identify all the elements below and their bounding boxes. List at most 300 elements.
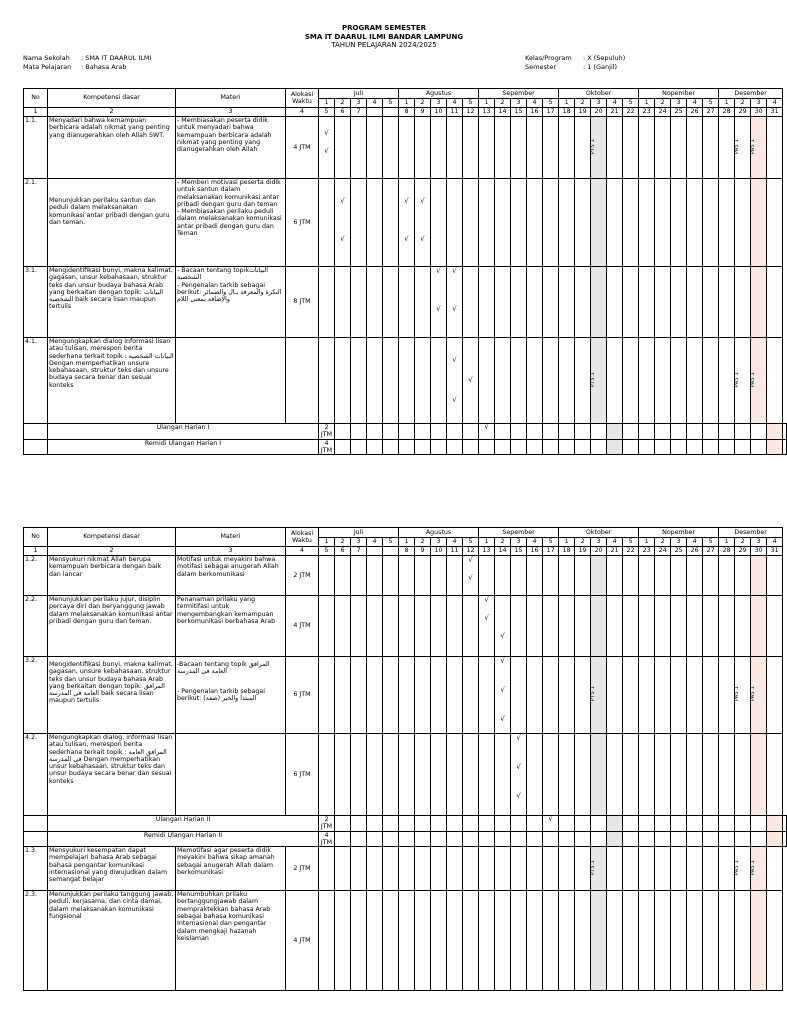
week-number: 2 (735, 99, 751, 108)
column-number: 27 (703, 108, 719, 117)
week-number: 4 (367, 538, 383, 547)
check-mark: √ (452, 396, 457, 404)
week-cell (655, 657, 671, 734)
week-cell (447, 657, 463, 734)
week-cell (495, 424, 511, 440)
week-cell (639, 847, 655, 891)
week-cell (479, 338, 495, 424)
column-number: 18 (559, 547, 575, 556)
week-cell (543, 338, 559, 424)
week-number: 5 (623, 99, 639, 108)
week-cell (719, 267, 735, 338)
week-cell (463, 596, 479, 657)
week-cell (607, 816, 623, 832)
week-cell (687, 424, 703, 440)
month-header: Agustus (399, 89, 479, 99)
meta-right (525, 54, 625, 72)
week-cell (607, 424, 623, 440)
week-cell (767, 117, 783, 179)
week-number: 1 (399, 538, 415, 547)
materi-cell (176, 734, 286, 816)
summary-label: Remidi Ulangan Harian II (48, 831, 319, 847)
check-mark: √ (468, 574, 473, 582)
week-number: 1 (559, 538, 575, 547)
kompetensi-dasar-cell: Mensyukuri nikmat Allah berupa kemampuan berbicara dengan baik dan lancar (48, 556, 176, 596)
column-number: 11 (447, 108, 463, 117)
materi-tarkib: - Pengenalan tarkib sebagai berikut: النكرة والمعرفة بـال والضمائر والإضافة بمعنى اللام (177, 281, 282, 304)
alokasi-waktu-cell: 2 JTM (319, 424, 335, 440)
week-cell (607, 657, 623, 734)
week-cell (335, 424, 351, 440)
materi-cell (176, 267, 286, 338)
column-number (383, 108, 399, 117)
week-cell (559, 734, 575, 816)
week-cell (367, 734, 383, 816)
column-number: 7 (351, 547, 367, 556)
week-cell (383, 338, 399, 424)
week-cell (559, 847, 575, 891)
summary-label: Remidi Ulangan Harian I (48, 439, 319, 455)
week-number: 2 (495, 538, 511, 547)
week-number: 2 (575, 99, 591, 108)
week-cell (335, 816, 351, 832)
week-cell (399, 338, 415, 424)
week-cell (623, 596, 639, 657)
column-number: 15 (511, 547, 527, 556)
week-cell (671, 847, 687, 891)
week-cell (751, 556, 767, 596)
week-cell (367, 816, 383, 832)
week-cell (671, 338, 687, 424)
week-cell (655, 831, 671, 847)
column-number: 15 (511, 108, 527, 117)
week-cell (623, 556, 639, 596)
week-cell (463, 816, 479, 832)
check-mark: √ (516, 792, 521, 800)
column-number: 9 (415, 547, 431, 556)
week-cell (687, 439, 703, 455)
table-row (24, 596, 787, 657)
week-cell (335, 338, 351, 424)
week-cell (559, 816, 575, 832)
week-cell (367, 338, 383, 424)
week-cell (543, 117, 559, 179)
week-cell (655, 816, 671, 832)
column-number: 12 (463, 108, 479, 117)
check-mark: √ (420, 235, 425, 243)
week-cell (415, 891, 431, 991)
week-cell (623, 439, 639, 455)
week-cell (639, 816, 655, 832)
check-mark: √ (468, 376, 473, 384)
column-number: 16 (527, 108, 543, 117)
week-cell (735, 831, 751, 847)
week-number: 4 (767, 99, 783, 108)
week-number: 4 (687, 538, 703, 547)
week-cell (383, 424, 399, 440)
column-number: 19 (575, 108, 591, 117)
week-cell (639, 596, 655, 657)
week-cell (399, 424, 415, 440)
month-header: Juli (319, 528, 399, 538)
week-cell (735, 556, 751, 596)
week-cell (575, 847, 591, 891)
header-materi: Materi (176, 528, 286, 547)
column-number: 16 (527, 547, 543, 556)
column-number: 19 (575, 547, 591, 556)
week-cell (767, 596, 783, 657)
week-cell (335, 734, 351, 816)
month-header: Juli (319, 89, 399, 99)
week-cell (543, 657, 559, 734)
column-number: 25 (671, 547, 687, 556)
pas-label: PAS 1 (751, 371, 757, 387)
week-cell (543, 267, 559, 338)
week-cell (703, 831, 719, 847)
week-cell (319, 556, 335, 596)
week-cell (767, 891, 783, 991)
week-cell (591, 891, 607, 991)
week-cell (431, 847, 447, 891)
check-mark: √ (516, 734, 521, 742)
week-cell (415, 338, 431, 424)
week-cell (463, 734, 479, 816)
week-cell (591, 596, 607, 657)
week-cell (447, 891, 463, 991)
week-cell (479, 657, 495, 734)
meta-left (23, 54, 151, 72)
week-cell (335, 556, 351, 596)
week-cell (431, 657, 447, 734)
week-cell (479, 439, 495, 455)
week-cell (783, 439, 787, 455)
week-cell (655, 847, 671, 891)
month-header: Agustus (399, 528, 479, 538)
pas-label: PAS 1 (751, 686, 757, 702)
week-cell (623, 117, 639, 179)
pts-label: PTS 1 (591, 860, 597, 876)
table-row (24, 117, 787, 179)
week-cell (463, 556, 479, 596)
week-number: 4 (367, 99, 383, 108)
week-cell (607, 891, 623, 991)
kompetensi-dasar-cell: Menunjukkan perilaku jujur, disiplin percaya diri dan beryanggung jawab dalam melaksanakan komunikasi antar pribadi dengan guru dan teman. (48, 596, 176, 657)
week-cell (767, 556, 783, 596)
materi-cell (176, 338, 286, 424)
week-cell (751, 734, 767, 816)
column-number: 4 (286, 108, 319, 117)
week-cell (415, 831, 431, 847)
row-number (24, 831, 48, 847)
week-cell (639, 424, 655, 440)
week-cell (383, 267, 399, 338)
check-mark: √ (500, 686, 505, 694)
column-number: 3 (176, 547, 286, 556)
week-cell (431, 338, 447, 424)
week-cell (719, 424, 735, 440)
week-number: 1 (479, 538, 495, 547)
week-cell (367, 439, 383, 455)
week-cell (719, 734, 735, 816)
week-cell (767, 831, 783, 847)
month-header: Desember (719, 528, 783, 538)
week-cell (479, 596, 495, 657)
check-mark: √ (500, 657, 505, 665)
column-number: 13 (479, 547, 495, 556)
week-cell (639, 556, 655, 596)
week-cell (495, 816, 511, 832)
week-number: 5 (383, 538, 399, 547)
week-cell (479, 179, 495, 267)
week-cell (639, 734, 655, 816)
materi-text: - Memberi motivasi peserta didik untuk santun dalam melaksanakan komunikasi antar pribadi dengan guru dan teman - Membiasakan perilaku peduli dalam melaksanakan komunikasi antar pribadi dengan guru dan Teman (177, 179, 282, 238)
week-cell (655, 734, 671, 816)
week-cell (687, 267, 703, 338)
week-cell (383, 657, 399, 734)
column-number: 27 (703, 547, 719, 556)
week-cell (527, 657, 543, 734)
week-cell (447, 439, 463, 455)
week-cell (719, 657, 735, 734)
week-cell (783, 831, 787, 847)
week-cell (751, 831, 767, 847)
week-cell (671, 267, 687, 338)
row-number: 3.1. (24, 267, 48, 338)
column-number: 11 (447, 547, 463, 556)
week-cell (495, 556, 511, 596)
week-cell (591, 179, 607, 267)
week-number: 2 (335, 99, 351, 108)
week-cell (655, 424, 671, 440)
week-cell (527, 831, 543, 847)
week-cell (687, 179, 703, 267)
week-cell (527, 816, 543, 832)
week-cell (399, 657, 415, 734)
week-cell (735, 338, 751, 424)
week-number: 5 (463, 538, 479, 547)
week-cell (703, 267, 719, 338)
column-number: 5 (319, 547, 335, 556)
week-cell (351, 338, 367, 424)
week-cell (575, 891, 591, 991)
column-number: 17 (543, 547, 559, 556)
week-number: 1 (479, 99, 495, 108)
week-cell (335, 596, 351, 657)
week-cell (463, 657, 479, 734)
week-cell (655, 338, 671, 424)
kompetensi-dasar-cell: Mengungkapkan dialog, informasi lisan atau tulisan, merespon berita sederhana terkait topik : المرافق العامة فى المدرسة Dengan memperhatikan unsur kebahasaan, struktur teks dan unsur budaya secara benar dan sesuai konteks (48, 734, 176, 816)
week-cell (319, 117, 335, 179)
week-cell (543, 816, 559, 832)
week-cell (703, 847, 719, 891)
week-cell (735, 816, 751, 832)
week-cell (351, 831, 367, 847)
week-cell (543, 556, 559, 596)
row-number: 4.2. (24, 734, 48, 816)
week-cell (591, 556, 607, 596)
week-cell (575, 439, 591, 455)
week-cell (463, 847, 479, 891)
week-cell (527, 338, 543, 424)
week-cell (607, 267, 623, 338)
column-number: 25 (671, 108, 687, 117)
week-cell (543, 734, 559, 816)
week-cell (335, 267, 351, 338)
header-no: No (24, 89, 48, 108)
kompetensi-dasar-cell: Mengidentifikasi bunyi, makna kalimat, gagasan, unsure kebahasaan, struktur teks dan unsur budaya bahasa Arab yang berkaitan dengan topik: المرافق العامة فى المدرسة baik secara lisan maupun tertulis (48, 657, 176, 734)
column-number: 13 (479, 108, 495, 117)
week-cell (751, 816, 767, 832)
kompetensi-dasar-cell: Menyadari bahwa kemampuan berbicara adalah nikmat yang penting yang dianugerahkan oleh Allah SWT. (48, 117, 176, 179)
column-number: 14 (495, 547, 511, 556)
column-number (367, 547, 383, 556)
kompetensi-dasar-cell: Mengungkapkan dialog informasi lisan atau tulisan, merespon berita sederhana terkait topik : البيانات الشخصية Dengan memperhatikan unsure kebahasaan, struktur teks dan unsure budaya secara benar dan sesuai konteks (48, 338, 176, 424)
week-cell (575, 596, 591, 657)
week-cell (335, 891, 351, 991)
week-cell (591, 831, 607, 847)
week-cell (607, 439, 623, 455)
week-cell (527, 179, 543, 267)
week-cell (511, 556, 527, 596)
week-cell (431, 179, 447, 267)
remidi-row (24, 439, 787, 455)
week-cell (751, 424, 767, 440)
week-cell (671, 816, 687, 832)
week-cell (671, 734, 687, 816)
week-cell (511, 831, 527, 847)
column-number: 9 (415, 108, 431, 117)
week-cell (383, 847, 399, 891)
week-cell (623, 657, 639, 734)
week-cell (687, 847, 703, 891)
week-cell (399, 117, 415, 179)
week-cell (367, 556, 383, 596)
week-cell (415, 596, 431, 657)
week-cell (527, 596, 543, 657)
week-cell (415, 424, 431, 440)
week-number: 3 (511, 538, 527, 547)
check-mark: √ (452, 356, 457, 364)
week-cell (319, 657, 335, 734)
title-line-3: TAHUN PELAJARAN 2024/2025 (331, 41, 437, 49)
week-cell (511, 816, 527, 832)
column-number: 23 (639, 547, 655, 556)
week-cell (575, 831, 591, 847)
week-cell (607, 556, 623, 596)
week-cell (751, 439, 767, 455)
week-cell (543, 439, 559, 455)
week-cell (607, 338, 623, 424)
row-number: 4.1. (24, 338, 48, 424)
week-cell (527, 117, 543, 179)
column-number: 18 (559, 108, 575, 117)
column-number: 10 (431, 108, 447, 117)
week-cell (671, 439, 687, 455)
week-number: 2 (735, 538, 751, 547)
week-cell (591, 267, 607, 338)
week-cell (575, 556, 591, 596)
week-number: 3 (591, 538, 607, 547)
week-cell (495, 179, 511, 267)
kompetensi-dasar-cell: Menunjukkan perilaku tanggung jawab, peduli, kerjasama, dan cinta damai, dalam melaksanakan komunikasi fungsional (48, 891, 176, 991)
week-cell (623, 179, 639, 267)
week-cell (351, 267, 367, 338)
check-mark: √ (436, 305, 441, 313)
week-cell (767, 439, 783, 455)
column-number: 3 (176, 108, 286, 117)
table-row (24, 891, 787, 991)
week-cell (495, 734, 511, 816)
week-cell (703, 556, 719, 596)
week-cell (575, 267, 591, 338)
week-number: 4 (447, 538, 463, 547)
week-cell (703, 734, 719, 816)
week-cell (655, 267, 671, 338)
column-number: 28 (719, 108, 735, 117)
week-cell (399, 596, 415, 657)
week-cell (575, 734, 591, 816)
week-cell (623, 734, 639, 816)
week-cell (335, 439, 351, 455)
week-number: 5 (543, 99, 559, 108)
week-number: 1 (559, 99, 575, 108)
week-cell (735, 847, 751, 891)
week-cell (383, 556, 399, 596)
week-cell (559, 424, 575, 440)
week-cell (447, 117, 463, 179)
week-number: 3 (751, 99, 767, 108)
week-cell (511, 847, 527, 891)
week-cell (719, 816, 735, 832)
week-cell (367, 847, 383, 891)
week-cell (751, 179, 767, 267)
week-cell (511, 596, 527, 657)
week-number: 4 (447, 99, 463, 108)
week-number: 2 (415, 538, 431, 547)
week-cell (671, 596, 687, 657)
week-cell (639, 831, 655, 847)
week-cell (559, 267, 575, 338)
week-cell (447, 816, 463, 832)
week-cell (687, 816, 703, 832)
week-cell (399, 831, 415, 847)
column-number: 21 (607, 108, 623, 117)
column-number: 1 (24, 108, 48, 117)
check-mark: √ (452, 305, 457, 313)
check-mark: √ (484, 596, 489, 604)
week-number: 3 (351, 99, 367, 108)
week-cell (495, 891, 511, 991)
alokasi-waktu-cell: 4 JTM (286, 891, 319, 991)
week-cell (431, 117, 447, 179)
column-number: 2 (48, 547, 176, 556)
table-row (24, 267, 787, 338)
week-cell (703, 891, 719, 991)
document-title (0, 24, 768, 50)
week-cell (655, 117, 671, 179)
week-cell (431, 734, 447, 816)
column-number: 2 (48, 108, 176, 117)
week-cell (783, 816, 787, 832)
materi-cell (176, 117, 286, 179)
check-mark: √ (484, 614, 489, 622)
column-number: 29 (735, 108, 751, 117)
week-cell (671, 556, 687, 596)
week-number: 2 (655, 99, 671, 108)
week-cell (751, 847, 767, 891)
week-cell (575, 657, 591, 734)
column-number: 24 (655, 108, 671, 117)
